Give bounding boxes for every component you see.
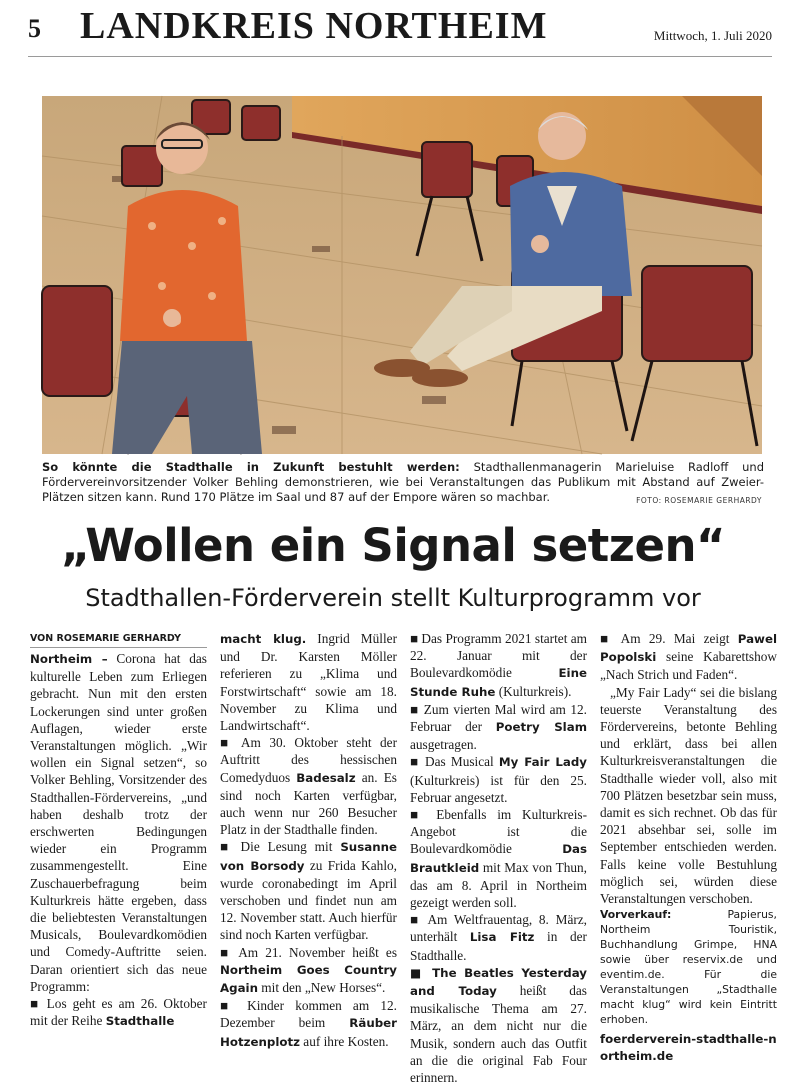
item-text: ■ Zum vierten Mal wird am 12. Februar der (410, 701, 587, 735)
item-text: ■ Am 29. Mai zeigt (600, 631, 738, 646)
caption-text: Stadthallenmanagerin Marieluise Radloff und Fördervereinvorsitzender Volker Behling demonstrieren, wie bei Veranstaltungen das Publikum mit Abstand auf Zweier-Plätzen sitzen kann. Rund 170 Plätze im Saal und 87 auf der Empore wären so machbar. (42, 460, 764, 504)
subheadline: Stadthallen-Förderverein stellt Kulturprogramm vor (85, 584, 701, 612)
event-name: Poetry Slam (495, 720, 587, 735)
article-column-1 (30, 630, 207, 1029)
program-item (410, 753, 587, 806)
paragraph-text: Ingrid Müller und Dr. Karsten Möller referieren zu „Klima und Forstwirtschaft“ sowie am 18. November zu Klima und Landwirtschaft“. (220, 631, 397, 734)
byline: VON ROSEMARIE GERHARDY (30, 630, 207, 648)
program-item (220, 734, 397, 838)
item-text: ausgetragen. (410, 737, 477, 753)
presale-info (600, 907, 777, 1027)
program-item (410, 701, 587, 754)
item-text: ■ Am Weltfrauentag, 8. März, unterhält (410, 912, 587, 945)
program-item (600, 630, 777, 684)
event-name: Susanne von Borsody (220, 840, 397, 873)
item-text: heißt das musikalische Thema am 27. März, an dem nicht nur die Musik, sondern auch das Outfit an die die original Fab Four erinnern. (410, 983, 587, 1086)
item-text: an. Es sind noch Karten verfügbar, auch wenn nur 260 Besucher Platz in der Stadthalle finden. (220, 769, 397, 838)
issue-date: Mittwoch, 1. Juli 2020 (653, 28, 772, 43)
item-text: seine Kabarettshow „Nach Strich und Faden“. (600, 649, 777, 683)
paragraph (220, 630, 397, 734)
presale-label: Vorverkauf: (600, 908, 672, 922)
item-text: (Kulturkreis). (495, 683, 572, 699)
event-name: ■ The Beatles Yesterday and Today (410, 965, 587, 999)
article-photo (42, 96, 762, 454)
item-text: ■ Kinder kommen am 12. Dezember beim (220, 998, 397, 1031)
item-text: in der Stadthalle. (410, 929, 587, 963)
program-item (220, 838, 397, 943)
article-column-2 (220, 630, 397, 1049)
item-text: ■ Am 21. November heißt es (220, 944, 397, 960)
item-text: auf ihre Kosten. (299, 1033, 389, 1049)
event-name: Pawel Popolski (600, 632, 777, 665)
program-item (410, 806, 587, 911)
item-text: mit Max von Thun, das am 8. April in Northeim gezeigt werden soll. (410, 859, 587, 911)
paragraph-text: Corona hat das kulturelle Leben zum Erliegen gebracht. Nun mit den ersten Lockerungen sind unter großen Auflagen, wieder erste Veranstaltungen möglich. „Wir wollen ein Signal setzen“, so Volker Behling, Vorsitzender des Stadthallen-Fördervereins, „und haben deshalb trotz der erschwerten Bedingungen wieder ein Programm zusammengestellt. Eine Zuschauerbefragung beim Kulturkreis hätte ergeben, dass die beliebtesten Veranstaltungen Musicals, Boulevardkomödien und Comedy-Auftritte seien. Daran orientiert sich das neue Programm: (30, 651, 207, 994)
event-name: My Fair Lady (498, 755, 587, 770)
event-name: Stadthalle (105, 1014, 175, 1029)
dateline: Northeim – (30, 652, 108, 666)
item-text: ■ Die Lesung mit (220, 839, 341, 855)
item-text: ■ Am 30. Oktober steht der Auftritt des hessischen Comedyduos (220, 735, 397, 785)
item-text: ■ Ebenfalls im Kulturkreis-Angebot ist die Boulevardkomödie (410, 807, 587, 857)
event-name: Räuber Hotzenplotz (220, 1016, 397, 1049)
paragraph (30, 650, 207, 995)
presale-text: Papierus, Northeim Touristik, Buchhandlung Grimpe, HNA sowie über reservix.de und eventim.de. Für die Veranstaltungen „Stadthalle macht klug“ wird kein Eintritt erhoben. (600, 908, 777, 1027)
website-link[interactable]: foerderverein-stadthalle-northeim.de (600, 1032, 777, 1064)
item-text: mit den „New Horses“. (257, 980, 386, 996)
item-text: ■ Das Programm 2021 startet am 22. Januar mit der Boulevardkomödie (410, 631, 587, 681)
header-rule (28, 56, 772, 57)
article-column-3 (410, 630, 587, 1086)
headline: „Wollen ein Signal setzen“ (60, 519, 726, 572)
event-name: Das Brautkleid (410, 842, 587, 875)
program-item (410, 911, 587, 964)
program-item (30, 995, 207, 1030)
program-item (220, 997, 397, 1051)
event-name: Northeim Goes Country Again (220, 962, 397, 996)
program-item (410, 630, 587, 701)
event-name: Lisa Fitz (469, 930, 535, 945)
article-column-4 (600, 630, 777, 1064)
photo-credit: FOTO: ROSEMARIE GERHARDY (636, 496, 762, 505)
item-text: zu Frida Kahlo, wurde coronabedingt im April verschoben und findet nun am 12. November statt. Auch hierfür sind noch Karten verfügbar. (220, 857, 397, 943)
program-item (410, 964, 587, 1086)
event-name: macht klug. (220, 632, 307, 646)
item-text: ■ Das Musical (410, 754, 499, 770)
event-name: Badesalz (296, 770, 356, 785)
section-title: LANDKREIS NORTHEIM (80, 5, 548, 47)
caption-lead: So könnte die Stadthalle in Zukunft bestuhlt werden: (42, 460, 460, 474)
item-text: (Kulturkreis) ist für den 25. Februar angesetzt. (410, 772, 587, 805)
page-number: 5 (28, 14, 41, 43)
item-text: ■ Los geht es am 26. Oktober mit der Reihe (30, 996, 207, 1029)
program-item (220, 944, 397, 998)
event-name: Eine Stunde Ruhe (410, 666, 587, 699)
paragraph: „My Fair Lady“ sei die bislang teuerste Veranstaltung des Fördervereins, betonte Behling und erklärt, dass bei allen Kulturkreisveranstaltungen die Stadthalle wieder voll, also mit 700 Plätzen besetzbar sein muss, damit es sich rechnet. Ob das für 2021 absehbar sei, solle im September entschieden werden. Falls keine volle Bestuhlung möglich sei, würden diese Veranstaltungen verschoben. (600, 684, 777, 907)
